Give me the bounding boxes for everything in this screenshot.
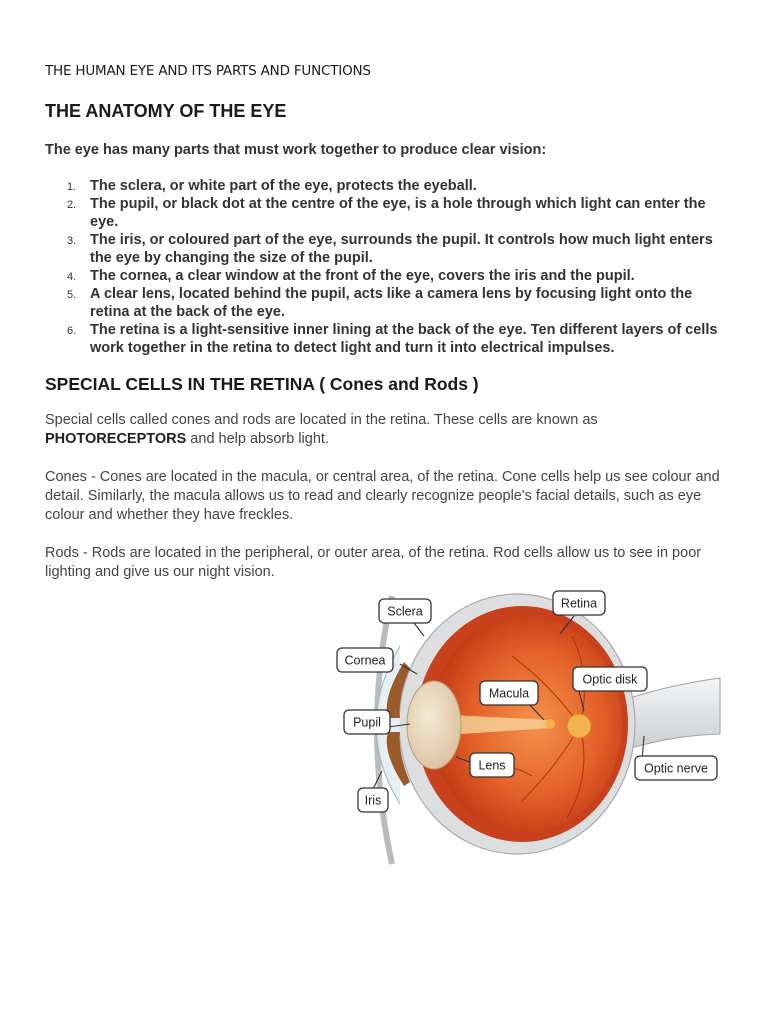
eye-parts-list xyxy=(45,177,735,357)
sclera-label: Sclera xyxy=(387,604,423,619)
sclera-callout xyxy=(379,599,431,623)
paragraph-text: Special cells called cones and rods are located in the retina. These cells are known as xyxy=(45,412,598,428)
pupil-callout xyxy=(344,710,390,734)
list-number: 2. xyxy=(67,199,77,211)
cones-paragraph: Cones - Cones are located in the macula, or central area, of the retina. Cone cells help us see colour and detail. Similarly, the macula allows us to read and clearly recognize people's facial details, such as eye colour and whether they have freckles. xyxy=(45,469,720,523)
list-item xyxy=(45,177,735,195)
rods-paragraph: Rods - Rods are located in the peripheral, or outer area, of the retina. Rod cells allow us to see in poor lighting and give us our night vision. xyxy=(45,545,702,580)
eye-anatomy-diagram xyxy=(322,586,722,878)
macula-spot xyxy=(545,719,555,729)
list-item-text: The iris, or coloured part of the eye, surrounds the pupil. It controls how much light enters the eye by changing the size of the pupil. xyxy=(90,232,713,266)
list-item xyxy=(45,321,735,357)
list-item-text: The sclera, or white part of the eye, protects the eyeball. xyxy=(90,178,477,194)
optic-disk-callout xyxy=(573,667,647,691)
optic-disk-label: Optic disk xyxy=(582,672,638,687)
iris-callout xyxy=(358,788,388,812)
optic-nerve-label: Optic nerve xyxy=(644,761,708,776)
list-number: 5. xyxy=(67,289,77,301)
retina-label: Retina xyxy=(560,596,598,611)
pupil-label: Pupil xyxy=(353,715,381,730)
list-item-text: The pupil, or black dot at the centre of the eye, is a hole through which light can enter the eye. xyxy=(90,196,706,230)
lens-callout xyxy=(470,753,514,777)
document-title: THE HUMAN EYE AND ITS PARTS AND FUNCTIONS xyxy=(45,63,371,79)
lens-shape xyxy=(407,681,461,769)
list-number: 3. xyxy=(67,235,77,247)
list-item xyxy=(45,195,735,231)
iris-label: Iris xyxy=(364,793,382,808)
list-item xyxy=(45,231,735,267)
paragraph-text: and help absorb light. xyxy=(186,431,329,447)
list-number: 4. xyxy=(67,271,77,283)
intro-text: The eye has many parts that must work together to produce clear vision: xyxy=(45,142,547,158)
list-item xyxy=(45,267,735,285)
lens-label: Lens xyxy=(478,758,506,773)
list-item-text: A clear lens, located behind the pupil, acts like a camera lens by focusing light onto the retina at the back of the eye. xyxy=(90,286,693,320)
cornea-callout xyxy=(337,648,393,672)
macula-label: Macula xyxy=(488,686,530,701)
list-number: 6. xyxy=(67,325,77,337)
retina-callout xyxy=(553,591,605,615)
list-number: 1. xyxy=(67,181,77,193)
list-item xyxy=(45,285,735,321)
list-item-text: The retina is a light-sensitive inner lining at the back of the eye. Ten different layers of cells work together in the retina to detect light and turn it into electrical impulses. xyxy=(90,322,718,356)
cornea-label: Cornea xyxy=(344,653,386,668)
optic-disk-spot xyxy=(567,714,591,738)
photoreceptors-paragraph xyxy=(45,411,725,449)
anatomy-heading: THE ANATOMY OF THE EYE xyxy=(45,101,287,121)
optic-nerve-callout xyxy=(635,756,717,780)
cells-heading: SPECIAL CELLS IN THE RETINA ( Cones and Rods ) xyxy=(45,374,479,394)
list-item-text: The cornea, a clear window at the front of the eye, covers the iris and the pupil. xyxy=(90,268,635,284)
macula-callout xyxy=(480,681,538,705)
photoreceptors-term: PHOTORECEPTORS xyxy=(45,431,187,447)
